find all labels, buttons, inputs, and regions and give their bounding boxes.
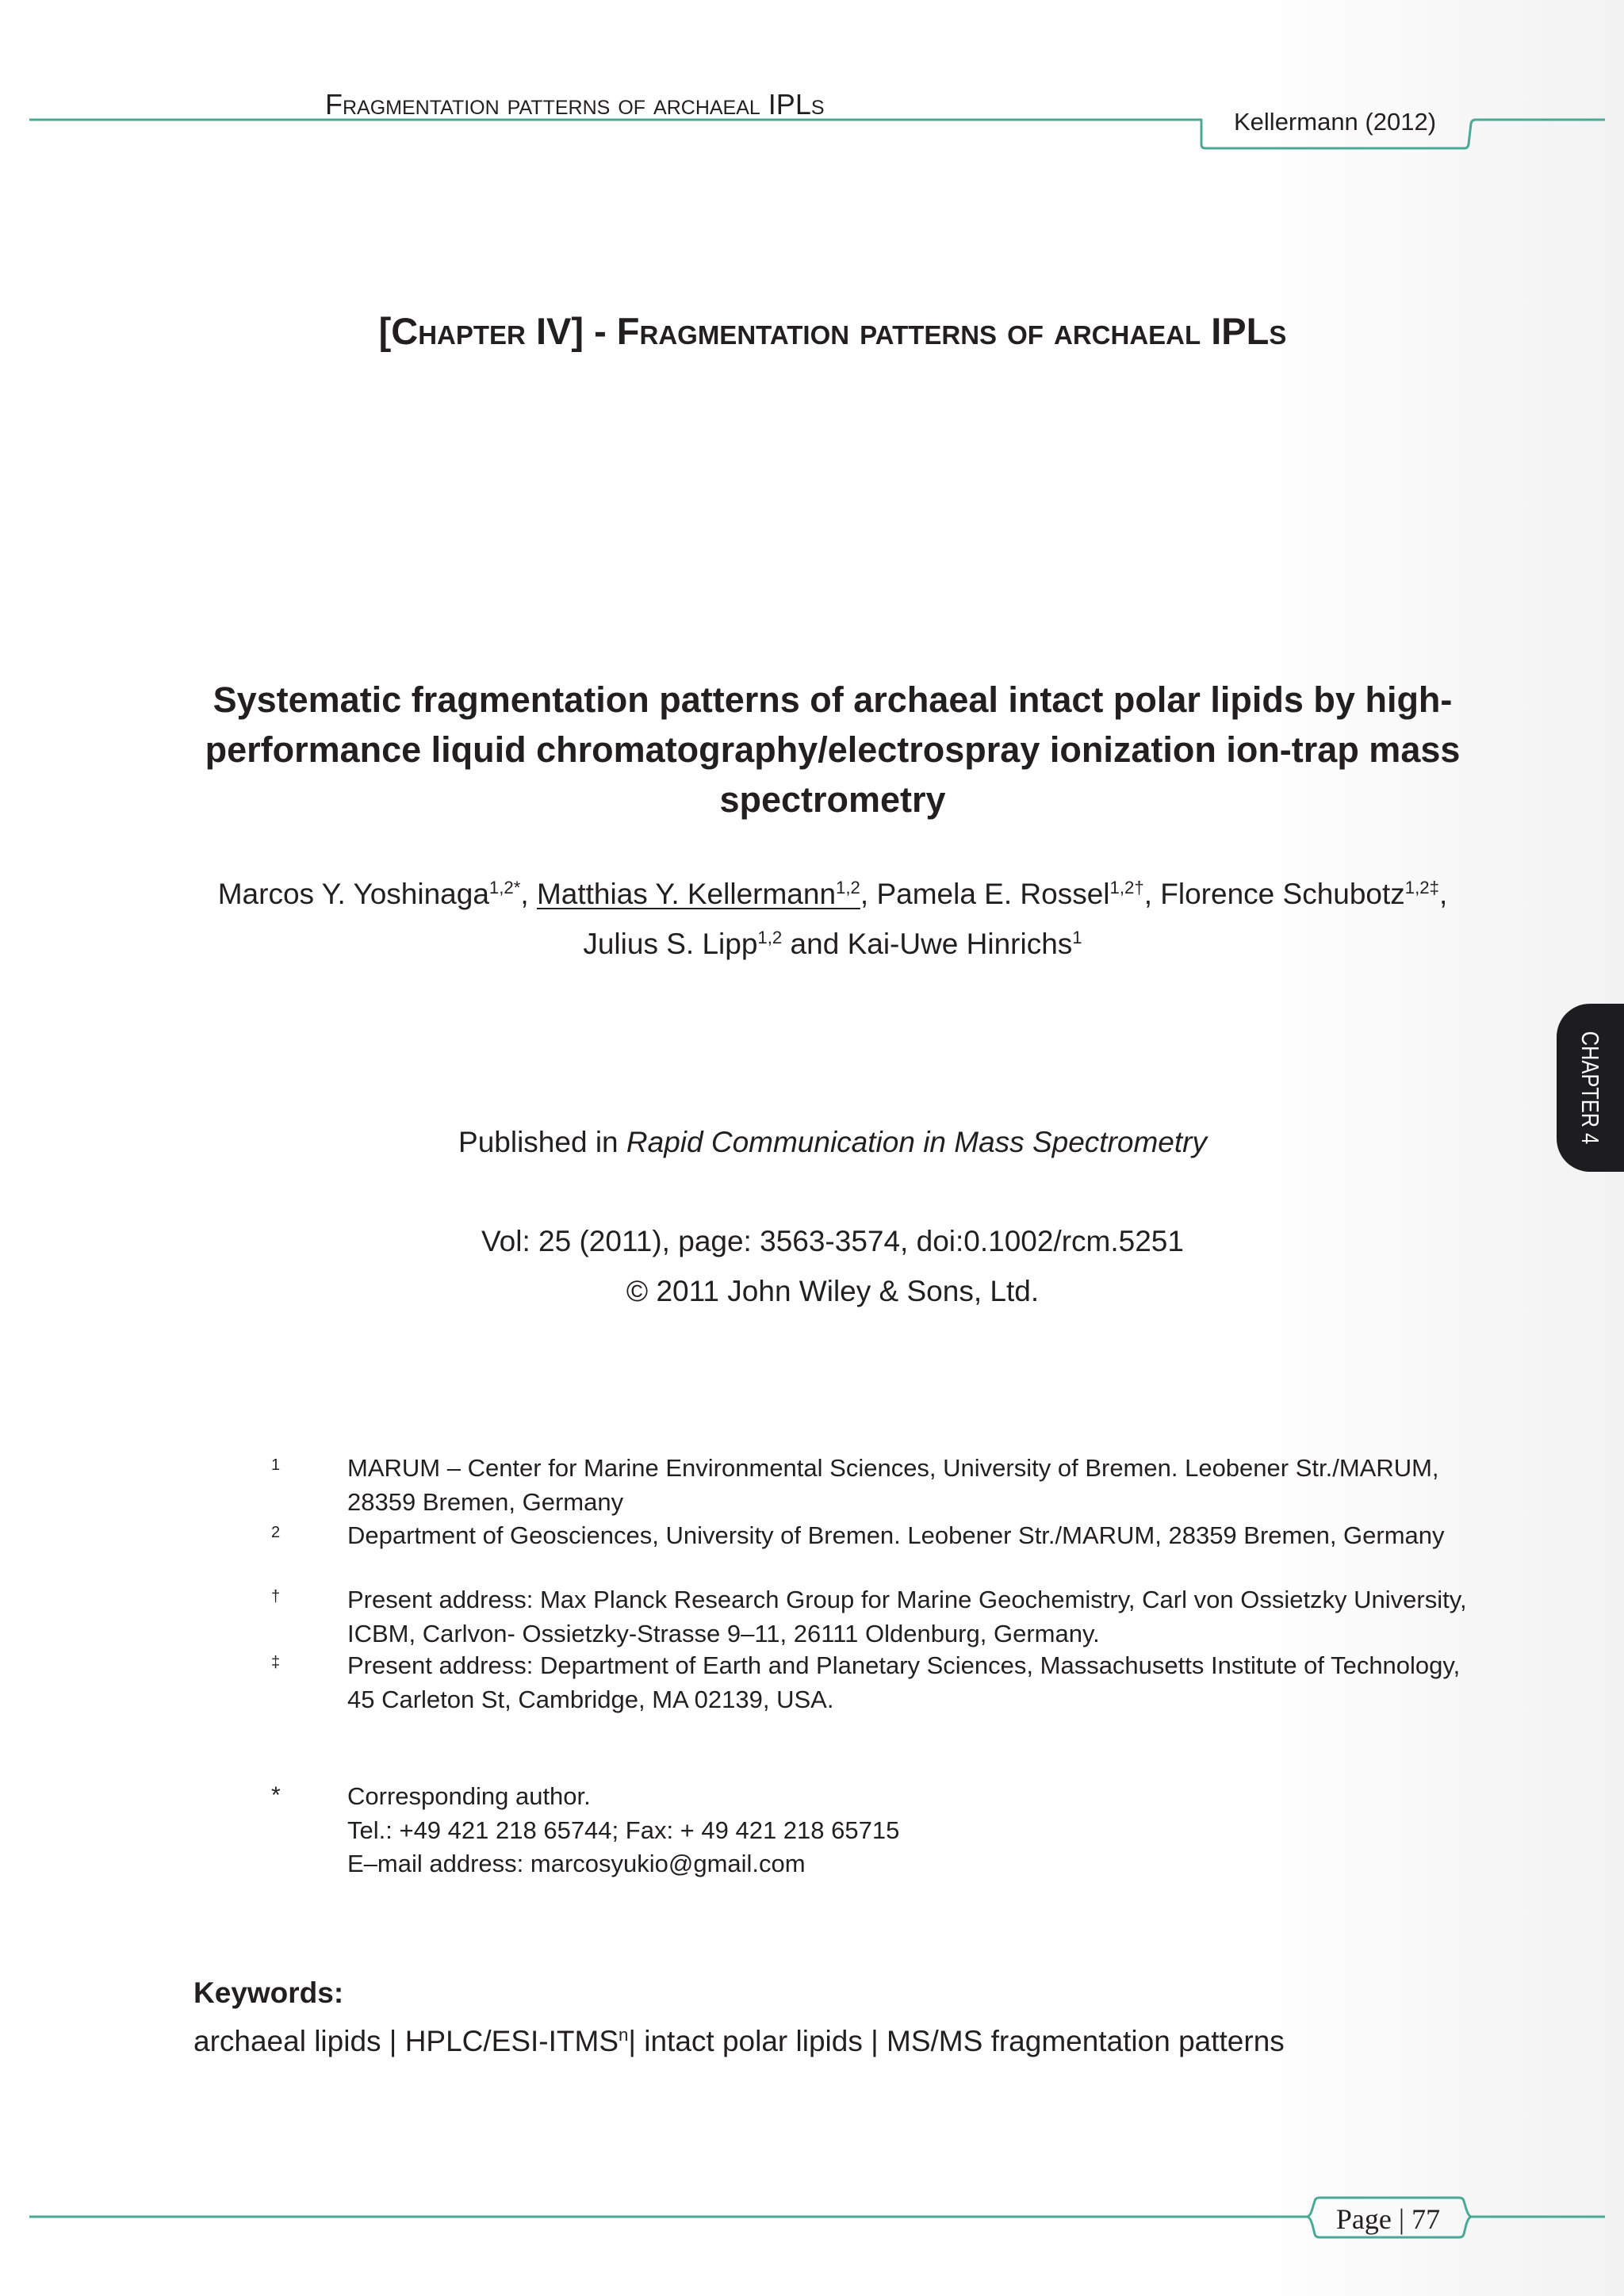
journal-name: Rapid Communication in Mass Spectrometry xyxy=(626,1126,1207,1158)
publication-note xyxy=(79,1127,1586,1157)
copyright: © 2011 John Wiley & Sons, Ltd. xyxy=(626,1275,1040,1307)
author-name: Marcos Y. Yoshinaga xyxy=(217,878,489,910)
footnote-line: Corresponding author. xyxy=(347,1782,591,1810)
author-separator: , xyxy=(1143,878,1161,910)
chapter-title: [Chapter IV] - Fragmentation patterns of archaeal IPLs xyxy=(378,310,1287,352)
page-number: Page | 77 xyxy=(1335,2203,1441,2235)
author-name: Pamela E. Rossel xyxy=(876,878,1110,910)
keywords-heading: Keywords: xyxy=(193,1976,344,2009)
footnote-line: 45 Carleton St, Cambridge, MA 02139, USA. xyxy=(347,1685,834,1713)
author xyxy=(876,878,1143,910)
author-affiliation: 1,2‡ xyxy=(1404,878,1439,898)
keywords-text: archaeal lipids | HPLC/ESI-ITMS xyxy=(193,2025,619,2057)
publication-prefix: Published in xyxy=(458,1126,626,1158)
paper-title-line: performance liquid chromatography/electrospray ionization ion-trap mass xyxy=(205,729,1461,770)
author xyxy=(1160,878,1439,910)
keywords-list xyxy=(193,2026,1285,2056)
author xyxy=(537,878,860,910)
footnote-text xyxy=(347,1583,1467,1651)
author-affiliation: 1 xyxy=(1072,928,1082,948)
paper-title-line: spectrometry xyxy=(719,779,946,820)
author xyxy=(218,878,521,910)
paper-title-line: Systematic fragmentation patterns of archaeal intact polar lipids by high- xyxy=(213,679,1453,720)
footnote-line: E–mail address: marcosyukio@gmail.com xyxy=(347,1850,806,1877)
running-author-year: Kellermann (2012) xyxy=(1234,108,1437,136)
paper-title xyxy=(79,675,1586,825)
footnote-line: Tel.: +49 421 218 65744; Fax: + 49 421 218 65715 xyxy=(347,1816,900,1844)
footnote-line: Present address: Department of Earth and Planetary Sciences, Massachusetts Institute of Technology, xyxy=(347,1651,1461,1679)
footnote-text xyxy=(347,1649,1460,1716)
running-title: Fragmentation patterns of archaeal IPLs xyxy=(325,88,825,121)
author-line xyxy=(79,869,1586,919)
keywords-superscript: n xyxy=(619,2025,629,2045)
author-name: Julius S. Lipp xyxy=(583,928,758,960)
citation: Vol: 25 (2011), page: 3563-3574, doi:0.1002/rcm.5251 xyxy=(481,1225,1184,1257)
author-name: Matthias Y. Kellermann xyxy=(536,878,837,910)
footnote-text xyxy=(347,1780,899,1881)
footnote-marker: ‡ xyxy=(271,1654,281,1671)
keywords-text: | intact polar lipids | MS/MS fragmentation patterns xyxy=(628,2025,1285,2057)
footnote-line: ICBM, Carlvon- Ossietzky-Strasse 9–11, 26111 Oldenburg, Germany. xyxy=(347,1619,1100,1647)
footnote-text xyxy=(347,1519,1445,1553)
author-separator: , xyxy=(520,878,537,910)
author-affiliation: 1,2* xyxy=(488,878,521,898)
author-affiliation: 1,2 xyxy=(757,928,783,948)
footnote-marker: † xyxy=(271,1588,281,1605)
footnote-marker: 2 xyxy=(271,1524,281,1541)
footnote-marker: 1 xyxy=(271,1456,281,1474)
author-line xyxy=(79,919,1586,969)
author-name: Florence Schubotz xyxy=(1160,878,1405,910)
author-name: Kai-Uwe Hinrichs xyxy=(847,928,1073,960)
author-separator: , xyxy=(1438,878,1448,910)
chapter-tab-label: CHAPTER 4 xyxy=(1576,1031,1604,1145)
author xyxy=(848,928,1082,960)
author-affiliation: 1,2† xyxy=(1109,878,1144,898)
footnote-text xyxy=(347,1452,1439,1519)
author-list xyxy=(79,869,1586,969)
author-separator: and xyxy=(782,928,848,960)
footnote-marker: * xyxy=(271,1782,281,1808)
author xyxy=(583,928,782,960)
chapter-tab xyxy=(1557,1004,1624,1172)
author-separator: , xyxy=(860,878,877,910)
footnote-line: Present address: Max Planck Research Group for Marine Geochemistry, Carl von Ossietzky University, xyxy=(347,1586,1467,1613)
footnote-line: MARUM – Center for Marine Environmental Sciences, University of Bremen. Leobener Str./MARUM, xyxy=(347,1454,1439,1482)
footnote-line: Department of Geosciences, University of Bremen. Leobener Str./MARUM, 28359 Bremen, Germany xyxy=(347,1521,1445,1549)
author-affiliation: 1,2 xyxy=(836,878,860,898)
footnote-line: 28359 Bremen, Germany xyxy=(347,1487,624,1516)
